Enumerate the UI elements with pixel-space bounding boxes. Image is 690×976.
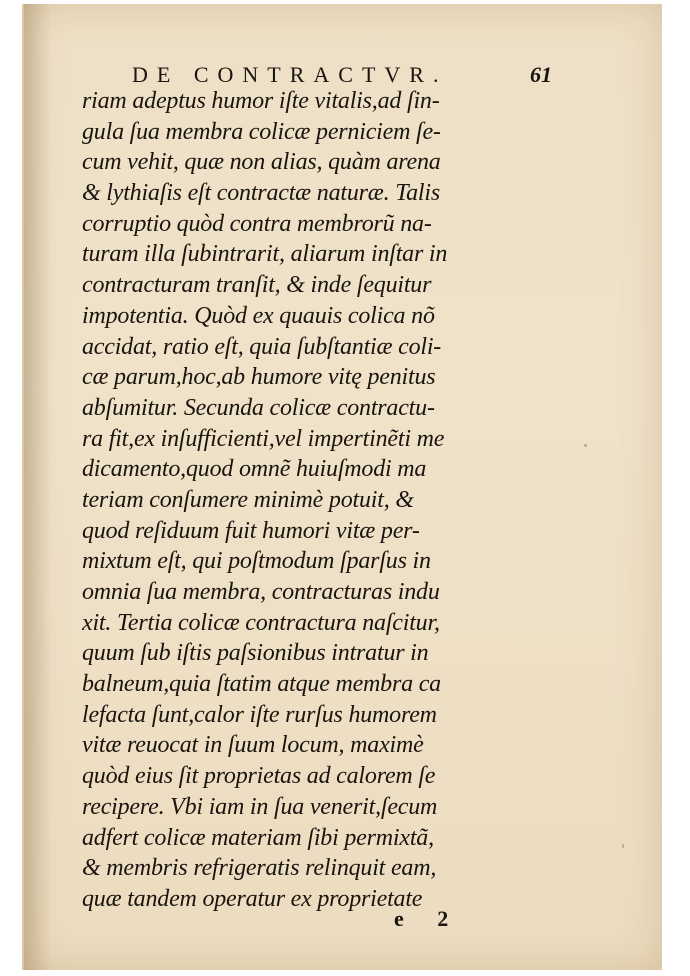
text-line: impotentia. Quòd ex quauis colica nõ xyxy=(82,302,435,329)
signature-mark: e 2 xyxy=(394,906,463,931)
running-head xyxy=(132,62,552,88)
text-line: ra fit,ex inſufficienti,vel impertinẽti me xyxy=(82,425,445,452)
running-title: DE CONTRACTVR. xyxy=(132,62,448,87)
text-line: contracturam tranſit, & inde ſequitur xyxy=(82,272,432,299)
text-line: corruptio quòd contra membrorũ na- xyxy=(82,210,432,237)
text-line: & membris refrigeratis relinquit eam, xyxy=(82,855,437,882)
page-gutter-shadow xyxy=(24,4,52,970)
text-line: riam adeptus humor iſte vitalis,ad ſin- xyxy=(82,88,440,114)
text-line: balneum,quia ſtatim atque membra ca xyxy=(82,671,441,698)
page-number: 61 xyxy=(530,62,552,87)
paper-speck xyxy=(622,844,624,848)
text-line: accidat, ratio eſt, quia ſubſtantiæ coli- xyxy=(82,333,442,360)
text-line: abſumitur. Secunda colicæ contractu- xyxy=(82,394,435,421)
text-line: mixtum eſt, qui poſtmodum ſparſus in xyxy=(82,548,431,575)
text-line: adfert colicæ materiam ſibi permixtã, xyxy=(82,824,434,851)
text-line: & lythiaſis eſt contractæ naturæ. Talis xyxy=(82,180,441,207)
text-line: quum ſub iſtis paſsionibus intratur in xyxy=(82,640,429,667)
book-page xyxy=(22,4,662,970)
text-line: turam illa ſubintrarit, aliarum inſtar in xyxy=(82,241,448,268)
paper-speck xyxy=(584,444,587,447)
text-line: cæ parum,hoc,ab humore vitę penitus xyxy=(82,364,436,391)
text-line: gula ſua membra colicæ perniciem ſe- xyxy=(82,118,441,145)
text-line: vitæ reuocat in ſuum locum, maximè xyxy=(82,732,424,759)
text-line: teriam conſumere minimè potuit, & xyxy=(82,486,414,513)
text-line: lefacta ſunt,calor iſte rurſus humorem xyxy=(82,701,437,728)
text-line: quod reſiduum fuit humori vitæ per- xyxy=(82,517,420,544)
text-line: quæ tandem operatur ex proprietate xyxy=(82,885,423,912)
text-line: xit. Tertia colicæ contractura naſcitur, xyxy=(82,609,440,636)
text-line: omnia ſua membra, contracturas indu xyxy=(82,579,440,605)
text-line: cum vehit, quæ non alias, quàm arena xyxy=(82,149,441,176)
body-text xyxy=(82,86,562,915)
text-line: recipere. Vbi iam in ſua venerit,ſecum xyxy=(82,793,438,820)
text-line: dicamento,quod omnẽ huiuſmodi ma xyxy=(82,456,427,483)
text-line: quòd eius ſit proprietas ad calorem ſe xyxy=(82,763,436,790)
